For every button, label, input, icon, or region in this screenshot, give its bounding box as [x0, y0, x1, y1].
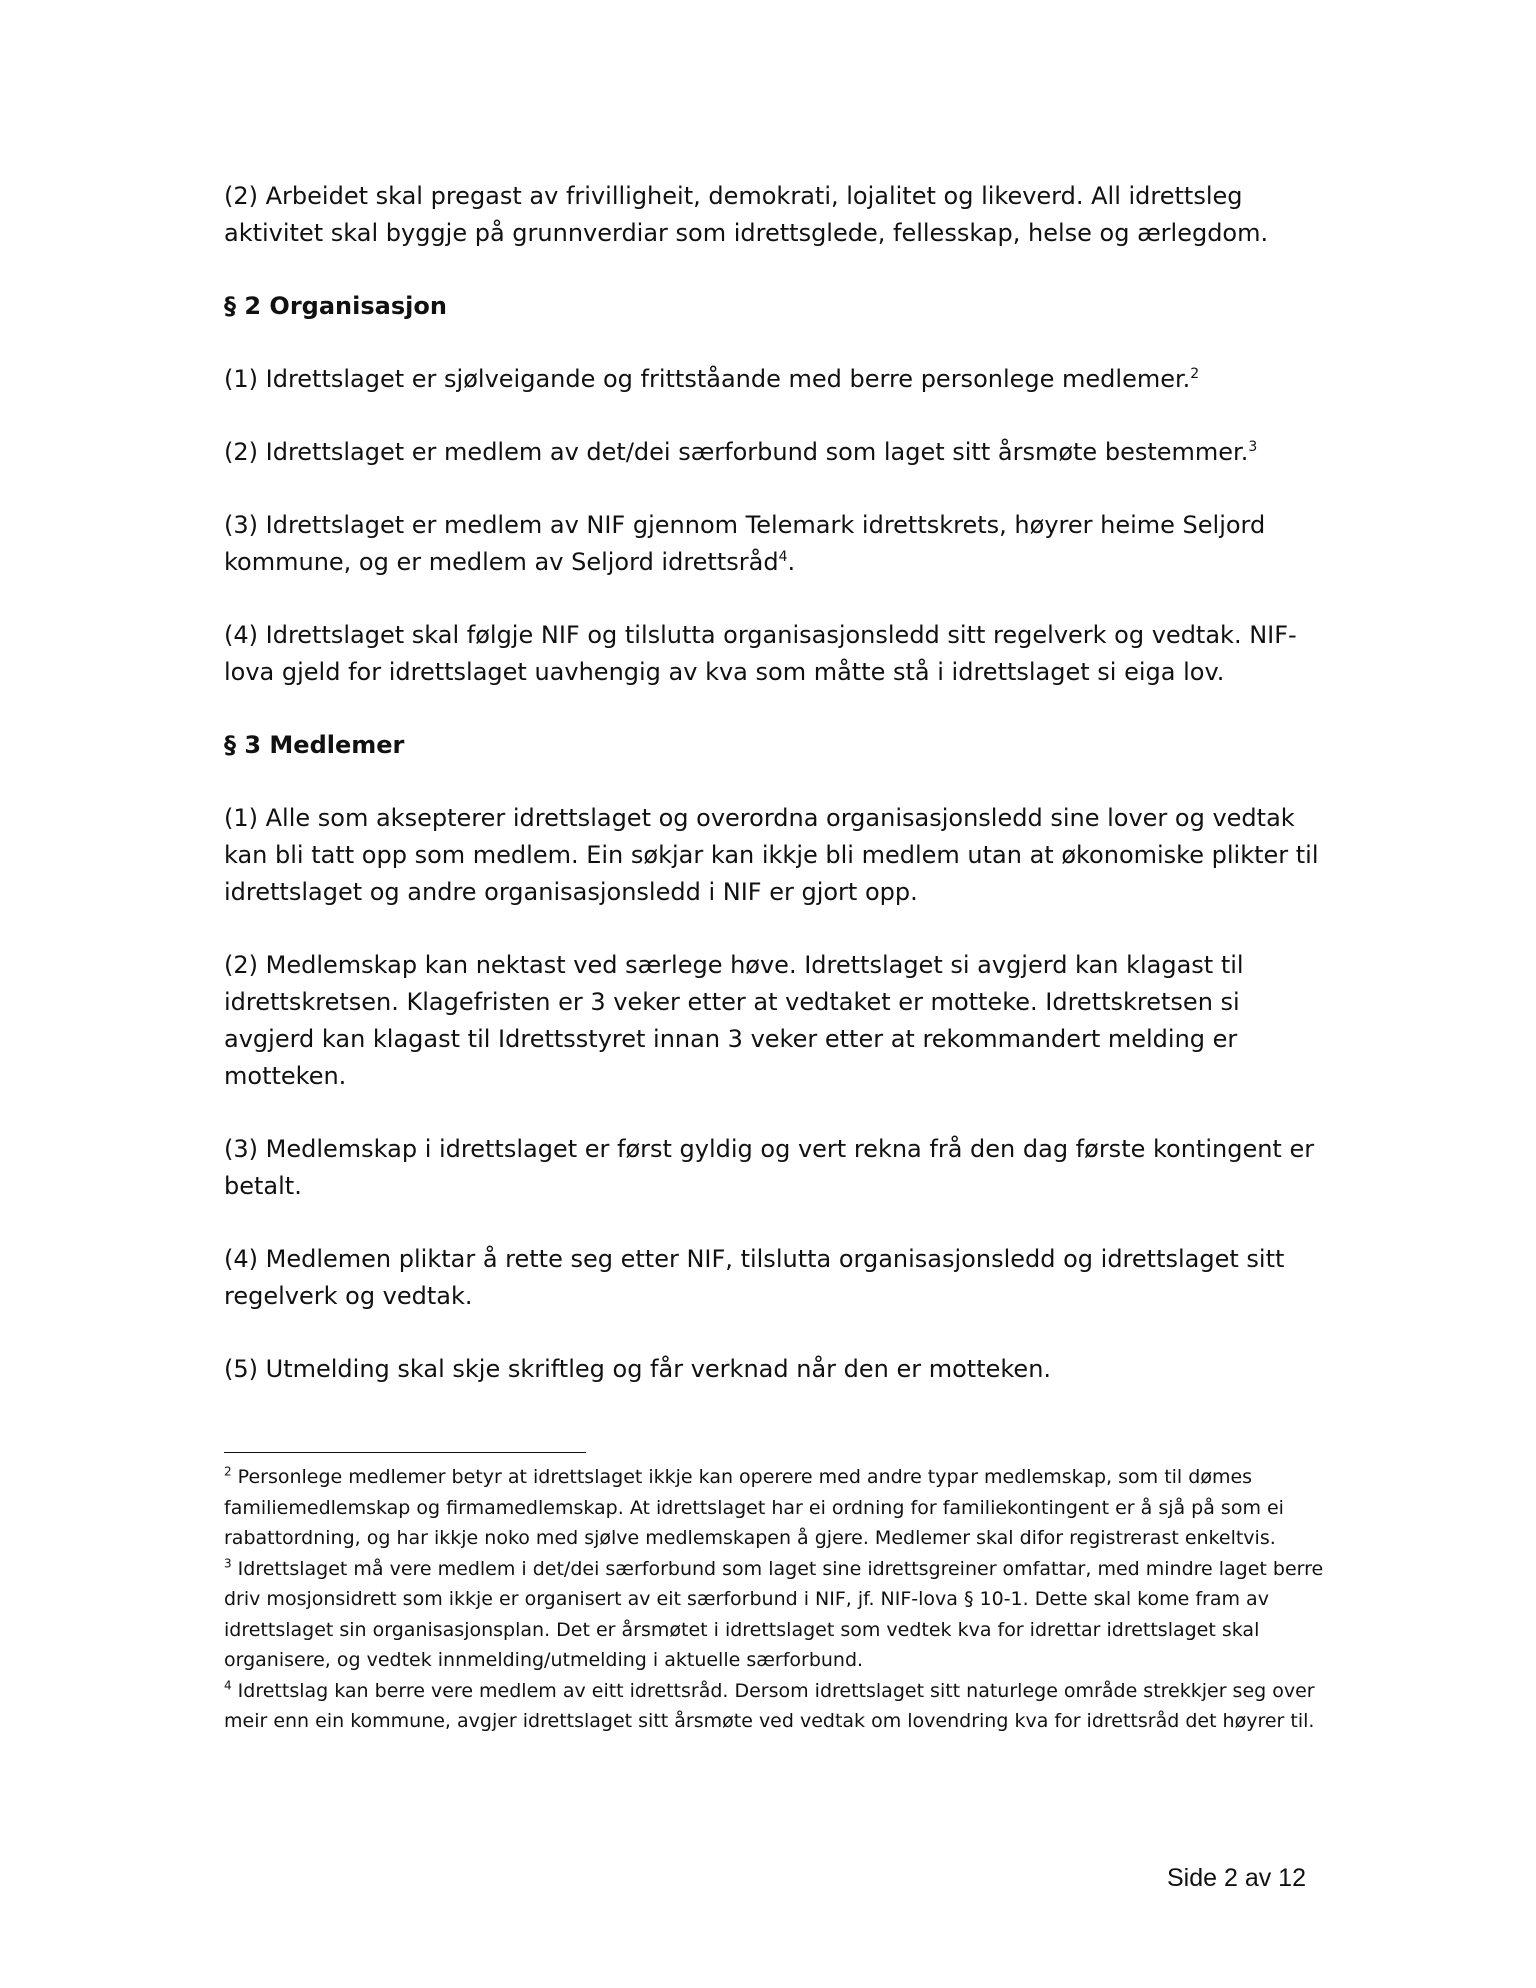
- section2-paragraph-2: [224, 434, 1324, 471]
- footnote-3-number: 3: [224, 1556, 232, 1571]
- footnote-4-text: Idrettslag kan berre vere medlem av eitt idrettsråd. Dersom idrettslaget sitt naturlege område strekkjer seg over meir enn ein kommune, avgjer idrettslaget sitt årsmøte ved vedtak om lovendring kva for idrettsråd det høyrer til.: [224, 1679, 1315, 1732]
- footnote-3: [224, 1554, 1324, 1676]
- section2-heading: § 2 Organisasjon: [224, 292, 447, 320]
- footnote-2-number: 2: [224, 1464, 232, 1479]
- section2-paragraph-1: [224, 361, 1324, 398]
- section3-paragraph-3: (3) Medlemskap i idrettslaget er først gyldig og vert rekna frå den dag første kontingent er betalt.: [224, 1135, 1315, 1200]
- section3-paragraph-5: (5) Utmelding skal skje skriftleg og får verknad når den er motteken.: [224, 1355, 1052, 1383]
- footnotes: [224, 1462, 1324, 1737]
- section2-paragraph-2-text: (2) Idrettslaget er medlem av det/dei særforbund som laget sitt årsmøte bestemmer.: [224, 438, 1249, 466]
- section2-paragraph-3: [224, 507, 1324, 581]
- footnote-4: [224, 1676, 1324, 1737]
- footnote-ref-2[interactable]: 2: [1190, 366, 1200, 382]
- section3-paragraph-2: (2) Medlemskap kan nektast ved særlege høve. Idrettslaget si avgjerd kan klagast til idrettskretsen. Klagefristen er 3 veker etter at vedtaket er motteke. Idrettskretsen si avgjerd kan klagast til Idrettsstyret innan 3 veker etter at rekommandert melding er motteken.: [224, 951, 1244, 1090]
- footnote-2: [224, 1462, 1324, 1554]
- section2-paragraph-1-text: (1) Idrettslaget er sjølveigande og frittståande med berre personlege medlemer.: [224, 365, 1191, 393]
- section2-paragraph-3-text: (3) Idrettslaget er medlem av NIF gjennom Telemark idrettskrets, høyrer heime Seljord kommune, og er medlem av Seljord idrettsråd: [224, 511, 1266, 576]
- page-number: Side 2 av 12: [1167, 1864, 1306, 1892]
- footnote-ref-3[interactable]: 3: [1248, 439, 1258, 455]
- section3-heading: § 3 Medlemer: [224, 731, 405, 759]
- footnote-3-text: Idrettslaget må vere medlem i det/dei særforbund som laget sine idrettsgreiner omfattar, med mindre laget berre driv mosjonsidrett som ikkje er organisert av eit særforbund i NIF, jf. NIF-lova § 10-1. Dette skal kome fram av idrettslaget sin organisasjonsplan. Det er årsmøtet i idrettslaget som vedtek kva for idrettar idrettslaget skal organisere, og vedtek innmelding/utmelding i aktuelle særforbund.: [224, 1557, 1324, 1671]
- footnote-4-number: 4: [224, 1678, 232, 1693]
- section2-paragraph-3-end: .: [787, 548, 796, 576]
- footnote-2-text: Personlege medlemer betyr at idrettslaget ikkje kan operere med andre typar medlemskap, som til dømes familiemedlemskap og firmamedlemskap. At idrettslaget har ei ordning for familiekontingent er å sjå på som ei rabattordning, og har ikkje noko med sjølve medlemskapen å gjere. Medlemer skal difor registrerast enkeltvis.: [224, 1466, 1284, 1549]
- main-text: [224, 178, 1324, 1424]
- footnote-ref-4[interactable]: 4: [778, 549, 788, 565]
- footnote-separator: [224, 1452, 586, 1453]
- section2-paragraph-4: (4) Idrettslaget skal følgje NIF og tilslutta organisasjonsledd sitt regelverk og vedtak. NIF-lova gjeld for idrettslaget uavhengig av kva som måtte stå i idrettslaget si eiga lov.: [224, 621, 1297, 686]
- section3-paragraph-4: (4) Medlemen pliktar å rette seg etter NIF, tilslutta organisasjonsledd og idrettslaget sitt regelverk og vedtak.: [224, 1245, 1285, 1310]
- section1-paragraph-2: (2) Arbeidet skal pregast av frivilligheit, demokrati, lojalitet og likeverd. All idrettsleg aktivitet skal byggje på grunnverdiar som idrettsglede, fellesskap, helse og ærlegdom.: [224, 182, 1269, 247]
- section3-paragraph-1: (1) Alle som aksepterer idrettslaget og overordna organisasjonsledd sine lover og vedtak kan bli tatt opp som medlem. Ein søkjar kan ikkje bli medlem utan at økonomiske plikter til idrettslaget og andre organisasjonsledd i NIF er gjort opp.: [224, 804, 1319, 906]
